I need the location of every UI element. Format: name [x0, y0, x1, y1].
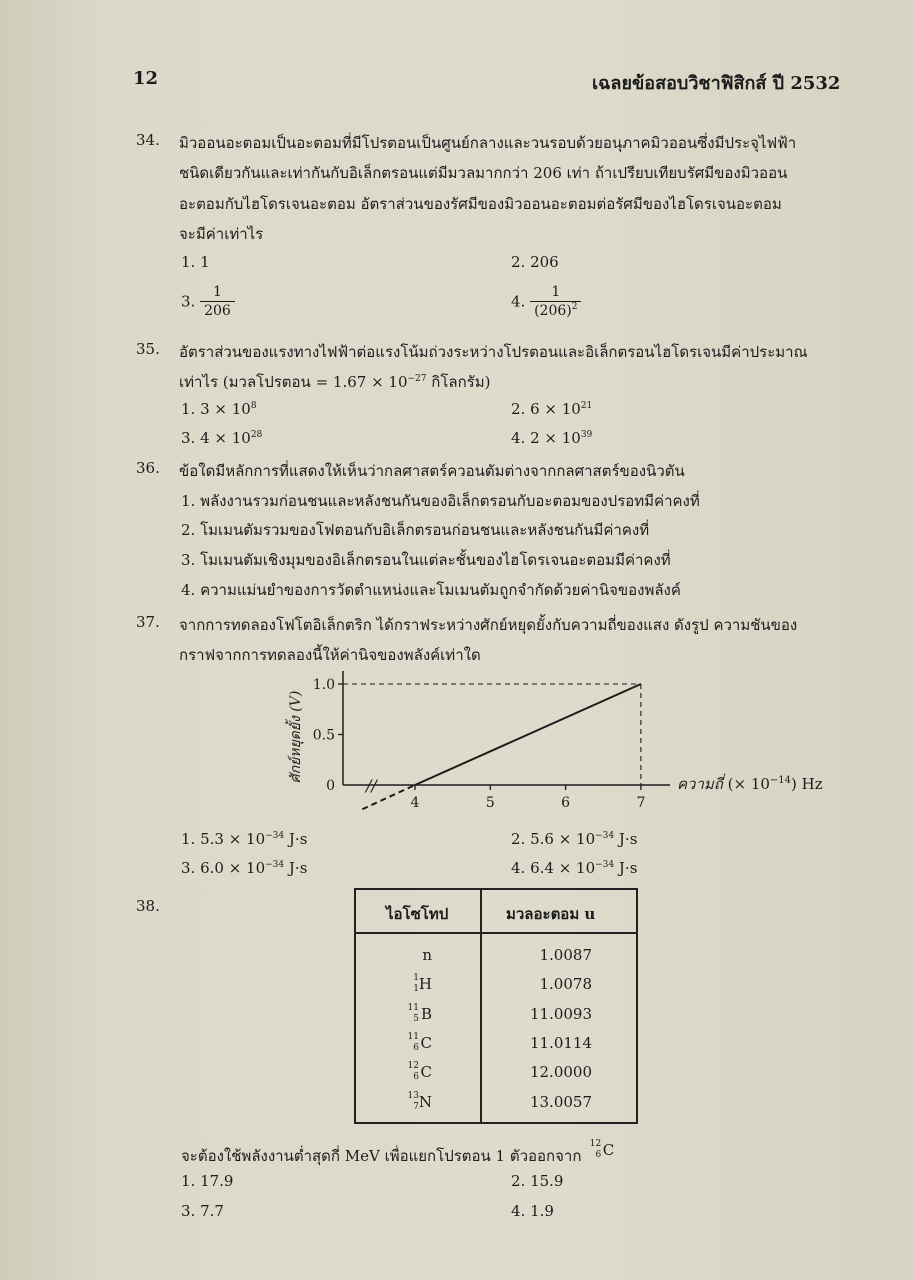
- data-line: [415, 684, 641, 785]
- q34-option-2: 2. 206: [511, 253, 559, 271]
- q36-option-2: 2. โมเมนตัมรวมของโฟตอนกับอิเล็กตรอนก่อนชนและหลังชนกันมีค่าคงที่: [181, 521, 650, 539]
- fraction-numerator: 1: [200, 284, 235, 302]
- y-axis-label: ศักย์หยุดยั้ง (V): [288, 690, 304, 784]
- y-tick-label: 0.5: [312, 727, 335, 744]
- atomic-number: 5: [413, 1013, 419, 1024]
- running-title: เฉลยข้อสอบวิชาฟิสิกส์ ปี 2532: [592, 73, 841, 94]
- denominator-exponent: 2: [571, 302, 578, 312]
- x-axis-label: ความถี่ (× $10^{-14}$) Hz: [677, 775, 823, 793]
- option-base: 3. 4 × 10: [181, 429, 251, 447]
- q34-line-4: จะมีค่าเท่าไร: [179, 225, 264, 243]
- option-unit: J·s: [614, 830, 638, 848]
- option-base: 1. 5.3 × 10: [181, 830, 266, 848]
- mass-number: 12: [407, 1061, 419, 1072]
- element-symbol: N: [418, 1092, 432, 1111]
- graph-plot: [285, 671, 823, 811]
- q34-line-2: ชนิดเดียวกันและเท่ากันกับอิเล็กตรอนแต่มีมวลมากกว่า 206 เท่า ถ้าเปรียบเทียบรัศมีของมิวออน: [179, 164, 788, 182]
- option-exponent: −34: [265, 831, 285, 841]
- atomic-mass: 1.0087: [539, 946, 592, 964]
- option-base: 2. 6 × 10: [511, 400, 581, 418]
- option-exponent: −34: [595, 860, 615, 870]
- fraction-denominator: [530, 302, 581, 321]
- q36-option-3: 3. โมเมนตัมเชิงมุมของอิเล็กตรอนในแต่ละชั้นของไฮโดรเจนอะตอมมีค่าคงที่: [181, 551, 671, 569]
- q36-option-4: 4. ความแม่นยำของการวัดตำแหน่งและโมเมนตัมถูกจำกัดด้วยค่านิจของพลังค์: [181, 581, 681, 599]
- atomic-number: 6: [413, 1042, 419, 1053]
- q34-option-4-label: 4.: [511, 292, 526, 311]
- option-exponent: 39: [580, 430, 593, 440]
- axis-break-mark: //: [366, 776, 377, 795]
- q34-option-3-label: 3.: [181, 292, 196, 311]
- atomic-mass: 11.0114: [529, 1033, 592, 1052]
- q35-line-2-text: เท่าไร (มวลโปรตอน = 1.67 × 10: [179, 373, 408, 391]
- q35-line-2-unit: กิโลกรัม): [426, 373, 491, 391]
- page-number: 12: [133, 68, 159, 89]
- q37-option-4: [511, 859, 637, 877]
- header-isotope: ไอโซโทป: [386, 905, 449, 923]
- option-exponent: 21: [580, 401, 593, 411]
- isotope-table: [354, 888, 638, 1124]
- q37-line-1: จากการทดลองโฟโตอิเล็กตริก ได้กราฟระหว่างศักย์หยุดยั้งกับความถี่ของแสง ดังรูป ความชันของ: [179, 616, 798, 634]
- q37-option-1: [181, 830, 307, 848]
- x-tick-label: 6: [561, 795, 571, 811]
- mass-number: 13: [407, 1090, 419, 1101]
- q36-number: 36.: [136, 459, 160, 477]
- option-exponent: 8: [250, 401, 257, 411]
- option-base: 4. 6.4 × 10: [511, 859, 596, 877]
- option-base: 4. 2 × 10: [511, 429, 581, 447]
- isotope-symbol: [404, 975, 432, 999]
- option-exponent: −34: [265, 860, 285, 870]
- atomic-number: 7: [413, 1101, 419, 1112]
- q35-line-1: อัตราส่วนของแรงทางไฟฟ้าต่อแรงโน้มถ่วงระหว่างโปรตอนและอิเล็กตรอนไฮโดรเจนมีค่าประมาณ: [179, 343, 808, 361]
- q38-question-text: จะต้องใช้พลังงานต่ำสุดกี่ MeV เพื่อแยกโปรตอน 1 ตัวออกจาก: [181, 1147, 582, 1165]
- atomic-mass: 12.0000: [529, 1063, 592, 1082]
- element-symbol: n: [422, 946, 432, 964]
- q37-number: 37.: [136, 613, 160, 631]
- q34-line-1: มิวออนอะตอมเป็นอะตอมที่มีโปรตอนเป็นศูนย์กลางและวนรอบด้วยอนุภาคมิวออนซึ่งมีประจุไฟฟ้า: [179, 134, 797, 152]
- q37-option-3: [181, 859, 307, 877]
- atomic-mass: 1.0078: [539, 975, 592, 994]
- stopping-potential-graph: [270, 665, 850, 825]
- y-tick-label: 1.0: [312, 677, 335, 693]
- element-symbol: B: [420, 1004, 432, 1023]
- q35-number: 35.: [136, 340, 160, 358]
- header-mass: มวลอะตอม u: [506, 905, 596, 923]
- option-exponent: −34: [595, 831, 615, 841]
- x-tick-label: 4: [410, 795, 420, 811]
- denominator-base: (206): [534, 303, 572, 319]
- element-symbol: C: [420, 1063, 432, 1082]
- mass-number: 12: [589, 1139, 602, 1149]
- atomic-mass: 11.0093: [529, 1004, 592, 1023]
- q38-option-1: 1. 17.9: [181, 1172, 234, 1190]
- option-base: 3. 6.0 × 10: [181, 859, 266, 877]
- q35-option-1: [181, 400, 257, 418]
- q35-line-2: [179, 370, 490, 394]
- mass-number: 11: [407, 1031, 419, 1042]
- q35-option-2: [511, 400, 592, 418]
- q36-option-1: 1. พลังงานรวมก่อนชนและหลังชนกันของอิเล็กตรอนกับอะตอมของปรอทมีค่าคงที่: [181, 492, 700, 510]
- carbon-12-symbol: [586, 1141, 614, 1161]
- column-divider: [480, 890, 482, 1122]
- nuclide-notation: [404, 975, 432, 995]
- option-base: 2. 5.6 × 10: [511, 830, 596, 848]
- q35-option-3: [181, 429, 262, 447]
- q34-option-3-fraction: [200, 284, 235, 321]
- isotope-symbol: [404, 1031, 432, 1058]
- nuclide-notation: [404, 946, 432, 966]
- q34-option-4: [511, 284, 581, 321]
- element-symbol: C: [602, 1141, 615, 1159]
- isotope-symbol: [404, 1090, 432, 1117]
- nuclide-notation: [404, 1063, 432, 1083]
- q34-number: 34.: [136, 131, 160, 149]
- option-base: 1. 3 × 10: [181, 400, 251, 418]
- q36-line: ข้อใดมีหลักการที่แสดงให้เห็นว่ากลศาสตร์ควอนตัมต่างจากกลศาสตร์ของนิวตัน: [179, 462, 685, 480]
- q38-option-4: 4. 1.9: [511, 1202, 554, 1220]
- q38-option-2: 2. 15.9: [511, 1172, 564, 1190]
- q38-number: 38.: [136, 897, 160, 915]
- atomic-mass: 13.0057: [529, 1092, 592, 1111]
- q34-option-4-fraction: [530, 284, 581, 321]
- isotope-symbol: [404, 946, 432, 970]
- table-header: [356, 890, 636, 934]
- q34-line-3: อะตอมกับไฮโดรเจนอะตอม อัตราส่วนของรัศมีของมิวออนอะตอมต่อรัศมีของไฮโดรเจนอะตอม: [179, 195, 782, 213]
- nuclide-notation: [404, 1090, 432, 1113]
- fraction-numerator: 1: [530, 284, 581, 302]
- option-unit: J·s: [284, 859, 308, 877]
- mass-number: 11: [407, 1002, 419, 1013]
- isotope-symbol: [404, 1063, 432, 1087]
- q35-option-4: [511, 429, 592, 447]
- atomic-number: 1: [413, 984, 419, 995]
- q38-option-3: 3. 7.7: [181, 1202, 224, 1220]
- x-tick-label: 7: [636, 795, 646, 811]
- q34-option-3: [181, 284, 235, 321]
- q38-question: [181, 1141, 614, 1168]
- q34-option-1: 1. 1: [181, 253, 210, 271]
- option-exponent: 28: [250, 430, 263, 440]
- mass-number: 1: [413, 973, 419, 984]
- option-unit: J·s: [284, 830, 308, 848]
- element-symbol: H: [418, 975, 432, 994]
- y-tick-label: 0: [326, 778, 335, 794]
- isotope-symbol: [404, 1002, 432, 1029]
- option-unit: J·s: [614, 859, 638, 877]
- nuclide-notation: [404, 1002, 432, 1025]
- q35-line-2-exponent: −27: [407, 374, 427, 384]
- q37-option-2: [511, 830, 637, 848]
- x-tick-label: 5: [485, 795, 495, 811]
- atomic-number: 6: [595, 1150, 602, 1160]
- fraction-denominator: 206: [204, 303, 231, 319]
- nuclide-notation: [404, 1031, 432, 1054]
- element-symbol: C: [420, 1033, 432, 1052]
- atomic-number: 6: [413, 1072, 419, 1083]
- q37-line-2: กราฟจากการทดลองนี้ให้ค่านิจของพลังค์เท่าใด: [179, 646, 481, 664]
